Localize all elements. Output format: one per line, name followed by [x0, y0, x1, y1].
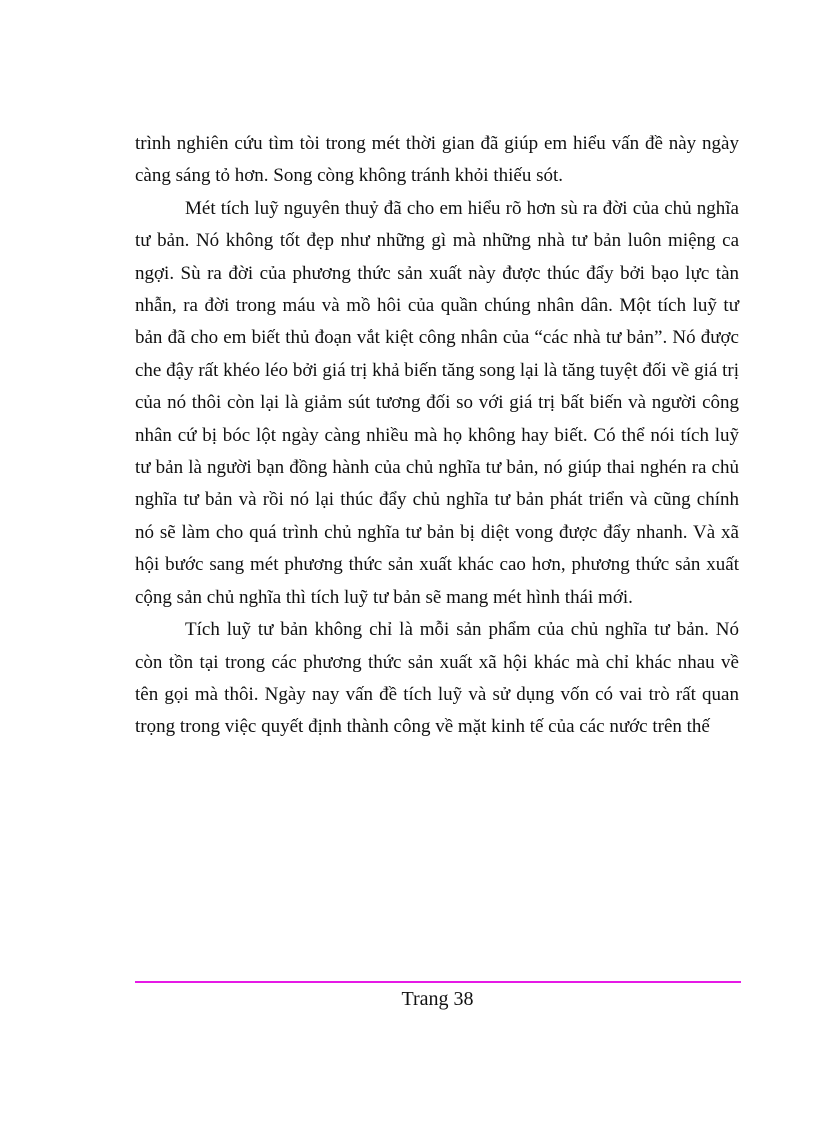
footer-divider [135, 981, 741, 983]
paragraph-primitive-accumulation: Mét tích luỹ nguyên thuỷ đã cho em hiểu rõ hơn sù ra đời của chủ nghĩa tư bản. Nó không tốt đẹp như những gì mà những nhà tư bản luôn miệng ca ngợi. Sù ra đời của phương thức sản xuất này được thúc đẩy bởi bạo lực tàn nhẫn, ra đời trong máu và mồ hôi của quần chúng nhân dân. Một tích luỹ tư bản đã cho em biết thủ đoạn vắt kiệt công nhân của “các nhà tư bản”. Nó được che đậy rất khéo léo bởi giá trị khả biến tăng song lại là tăng tuyệt đối về giá trị của nó thôi còn lại là giảm sút tương đối so với giá trị bất biến và người công nhân cứ bị bóc lột ngày càng nhiều mà họ không hay biết. Có thể nói tích luỹ tư bản là người bạn đồng hành của chủ nghĩa tư bản, nó giúp thai nghén ra chủ nghĩa tư bản và rồi nó lại thúc đẩy chủ nghĩa tư bản phát triển và cũng chính nó sẽ làm cho quá trình chủ nghĩa tư bản bị diệt vong được đẩy nhanh. Và xã hội bước sang mét phương thức sản xuất khác cao hơn, phương thức sản xuất cộng sản chủ nghĩa thì tích luỹ tư bản sẽ mang mét hình thái mới. [135, 197, 739, 608]
paragraph-continued: trình nghiên cứu tìm tòi trong mét thời gian đã giúp em hiểu vấn đề này ngày càng sáng tỏ hơn. Song còng không tránh khỏi thiếu sót. [135, 133, 739, 187]
page-number: Trang 38 [401, 988, 474, 1010]
body-text [135, 128, 739, 744]
paragraph-capital-accumulation: Tích luỹ tư bản không chỉ là mỗi sản phẩm của chủ nghĩa tư bản. Nó còn tồn tại trong các phương thức sản xuất xã hội khác mà chỉ khác nhau về tên gọi mà thôi. Ngày nay vấn đề tích luỹ và sử dụng vốn có vai trò rất quan trọng trong việc quyết định thành công về mặt kinh tế của các nước trên thế [135, 619, 739, 738]
